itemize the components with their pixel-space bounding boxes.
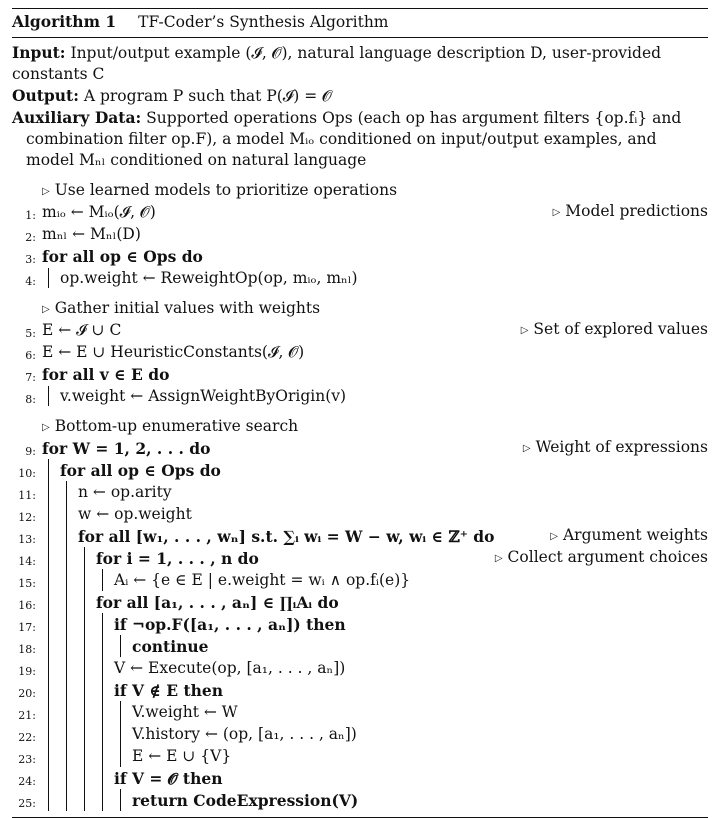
algo-line-8 <box>12 385 708 407</box>
triangle-icon: ▷ <box>42 304 50 315</box>
algo-line-18 <box>12 635 708 657</box>
line-code: op.weight ← ReweightOp(op, mᵢₒ, mₙₗ) <box>60 268 358 287</box>
algorithm-box <box>12 8 708 818</box>
line-comment: ▷ Weight of expressions <box>522 437 708 456</box>
line-code: V ← Execute(op, [a₁, . . . , aₙ]) <box>114 658 346 677</box>
line-code: E ← 𝓘 ∪ C <box>42 320 122 339</box>
line-number: 4: <box>25 275 36 288</box>
line-code: for W = 1, 2, . . . do <box>42 438 211 458</box>
algo-line-19 <box>12 657 708 679</box>
algo-line-21 <box>12 701 708 723</box>
algo-line-16 <box>12 591 708 613</box>
line-number: 8: <box>25 393 36 406</box>
algorithm-name: TF-Coder’s Synthesis Algorithm <box>138 13 389 31</box>
triangle-icon: ▷ <box>42 422 50 433</box>
output-spec <box>12 85 708 107</box>
line-number: 14: <box>18 555 36 568</box>
line-number: 21: <box>18 709 36 722</box>
algo-line-22 <box>12 723 708 745</box>
algo-line-13 <box>12 525 708 547</box>
line-code: for all op ∈ Ops do <box>60 460 221 480</box>
line-comment: ▷ Model predictions <box>552 201 708 220</box>
line-code: return CodeExpression(V) <box>132 790 359 810</box>
indent-guide <box>48 268 49 288</box>
line-number: 3: <box>25 253 36 266</box>
line-code: for all [w₁, . . . , wₙ] s.t. ∑ᵢ wᵢ = W − w, wᵢ ∈ ℤ⁺ do <box>78 526 495 546</box>
section-text: Bottom-up enumerative search <box>54 417 299 435</box>
algorithm-number: Algorithm 1 <box>12 12 117 31</box>
line-number: 19: <box>18 665 36 678</box>
line-code: mₙₗ ← Mₙₗ(D) <box>42 224 141 243</box>
line-number: 10: <box>18 467 36 480</box>
algo-line-2 <box>12 223 708 245</box>
line-code: V.history ← (op, [a₁, . . . , aₙ]) <box>132 724 357 743</box>
line-code: continue <box>132 636 209 656</box>
line-number: 17: <box>18 621 36 634</box>
top-rule <box>12 8 708 9</box>
section-comment <box>12 180 708 201</box>
line-code: for i = 1, . . . , n do <box>96 548 259 568</box>
line-code: if ¬op.F([a₁, . . . , aₙ]) then <box>114 614 346 634</box>
line-number: 20: <box>18 687 36 700</box>
line-comment: ▷ Set of explored values <box>520 319 708 338</box>
line-number: 12: <box>18 511 36 524</box>
line-code: E ← E ∪ HeuristicConstants(𝓘, 𝓞) <box>42 342 305 361</box>
input-label: Input: <box>12 43 66 62</box>
algo-line-23 <box>12 745 708 767</box>
algo-line-5 <box>12 319 708 341</box>
line-number: 1: <box>25 209 36 222</box>
line-number: 13: <box>18 533 36 546</box>
line-number: 11: <box>18 489 36 502</box>
triangle-icon: ▷ <box>42 186 50 197</box>
line-number: 23: <box>18 753 36 766</box>
line-code: for all [a₁, . . . , aₙ] ∈ ∏ᵢAᵢ do <box>96 592 339 612</box>
algo-line-6 <box>12 341 708 363</box>
algo-line-1 <box>12 201 708 223</box>
triangle-icon: ▷ <box>552 206 561 218</box>
algo-line-11 <box>12 481 708 503</box>
line-code: for all op ∈ Ops do <box>42 246 203 266</box>
section-comment <box>12 298 708 319</box>
line-number: 9: <box>25 445 36 458</box>
line-code: Aᵢ ← {e ∈ E | e.weight = wᵢ ∧ op.fᵢ(e)} <box>114 570 411 589</box>
line-number: 6: <box>25 349 36 362</box>
algorithm-title <box>12 11 708 35</box>
line-number: 15: <box>18 577 36 590</box>
line-number: 16: <box>18 599 36 612</box>
line-code: v.weight ← AssignWeightByOrigin(v) <box>60 386 347 405</box>
algo-line-24 <box>12 767 708 789</box>
line-comment: ▷ Argument weights <box>550 525 708 544</box>
line-number: 22: <box>18 731 36 744</box>
input-text: Input/output example (𝓘, 𝓞), natural language description D, user-provided constants C <box>12 44 662 83</box>
line-code: if V ∉ E then <box>114 680 224 700</box>
line-number: 2: <box>25 231 36 244</box>
aux-label: Auxiliary Data: <box>12 108 142 127</box>
output-label: Output: <box>12 86 79 105</box>
input-spec <box>12 42 708 85</box>
line-number: 7: <box>25 371 36 384</box>
line-number: 24: <box>18 775 36 788</box>
algo-line-17 <box>12 613 708 635</box>
algo-line-4 <box>12 267 708 289</box>
line-code: E ← E ∪ {V} <box>132 746 232 765</box>
algo-line-9 <box>12 437 708 459</box>
algo-line-25 <box>12 789 708 811</box>
title-rule <box>12 37 708 38</box>
line-number: 18: <box>18 643 36 656</box>
line-code: w ← op.weight <box>78 504 192 523</box>
line-code: V.weight ← W <box>132 702 238 721</box>
algo-line-3 <box>12 245 708 267</box>
indent-guide <box>48 386 49 406</box>
algo-line-20 <box>12 679 708 701</box>
search-body <box>12 459 708 811</box>
section-text: Gather initial values with weights <box>54 299 321 317</box>
line-number: 25: <box>18 797 36 810</box>
line-code: n ← op.arity <box>78 482 172 501</box>
algo-line-14 <box>12 547 708 569</box>
line-code: mᵢₒ ← Mᵢₒ(𝓘, 𝓞) <box>42 202 156 221</box>
aux-text: Supported operations Ops (each op has argument filters {op.fᵢ} and combination filter op.F), a model Mᵢₒ conditioned on input/output examples, and model Mₙₗ conditioned on natural language <box>26 109 682 169</box>
output-text: A program P such that P(𝓘) = 𝓞 <box>83 87 332 105</box>
aux-spec <box>12 107 708 171</box>
algo-line-7 <box>12 363 708 385</box>
triangle-icon: ▷ <box>550 530 558 542</box>
algo-line-15 <box>12 569 708 591</box>
line-comment: ▷ Collect argument choices <box>494 547 708 566</box>
triangle-icon: ▷ <box>522 442 531 454</box>
line-number: 5: <box>25 327 36 340</box>
triangle-icon: ▷ <box>494 552 503 564</box>
line-code: for all v ∈ E do <box>42 364 170 384</box>
section-text: Use learned models to prioritize operations <box>54 181 398 199</box>
section-comment <box>12 416 708 437</box>
algo-line-12 <box>12 503 708 525</box>
line-code: if V = 𝓞 then <box>114 768 223 788</box>
algo-line-10 <box>12 459 708 481</box>
triangle-icon: ▷ <box>520 324 529 336</box>
